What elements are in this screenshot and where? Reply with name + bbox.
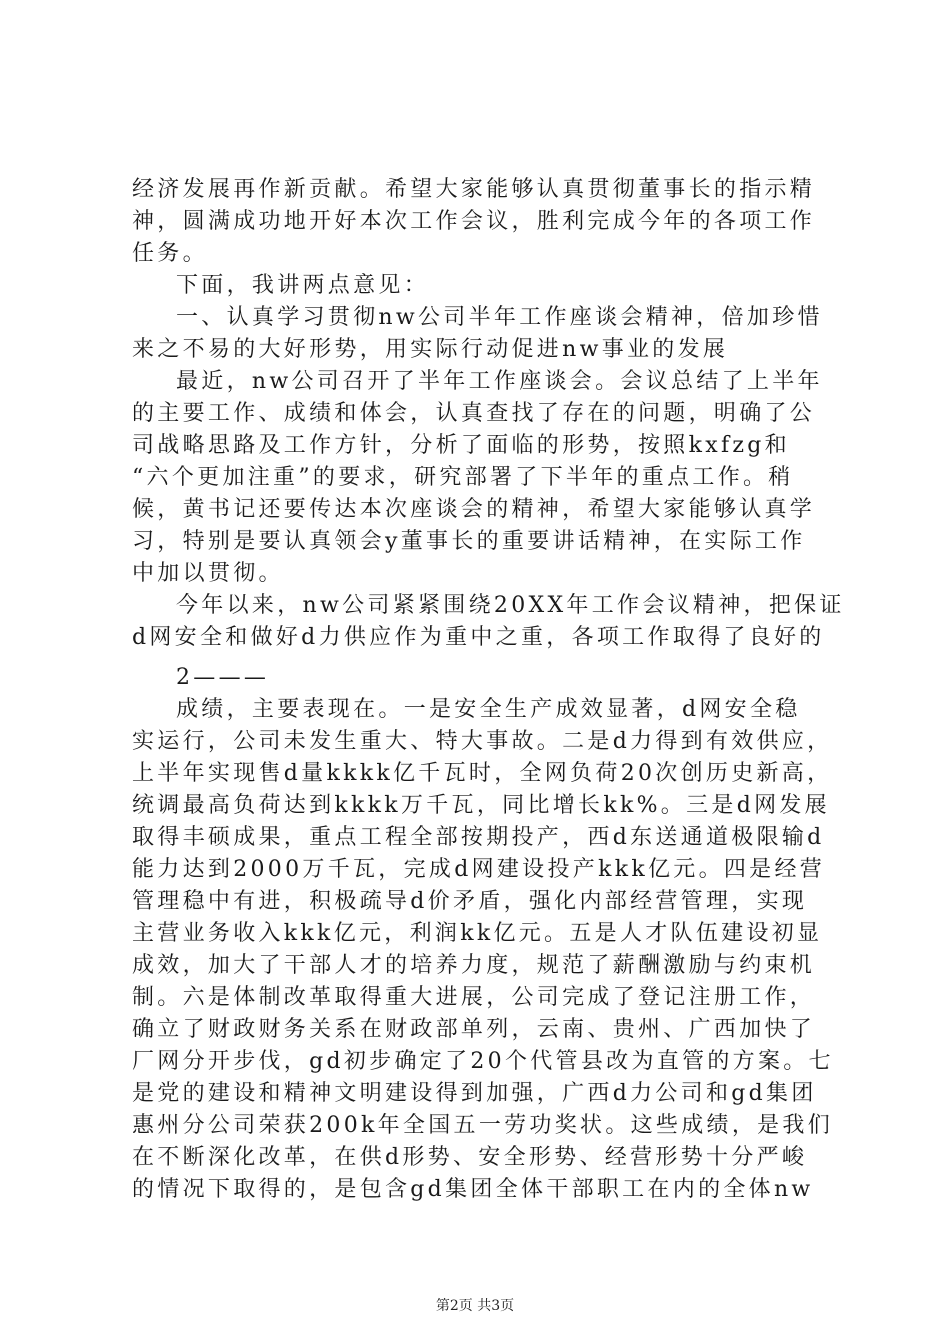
text-line: 最近，nw公司召开了半年工作座谈会。会议总结了上半年 [176, 369, 823, 394]
text-line: 厂网分开步伐，gd初步确定了20个代管县改为直管的方案。七 [132, 1049, 834, 1074]
text-line: 上半年实现售d量kkkk亿千瓦时，全网负荷20次创历史新高， [132, 761, 833, 786]
text-line: 惠州分公司荣获200k年全国五一劳功奖状。这些成绩，是我们 [132, 1113, 834, 1138]
text-line: 取得丰硕成果，重点工程全部按期投产，西d东送通道极限输d [132, 825, 825, 850]
text-line: 管理稳中有进，积极疏导d价矛盾，强化内部经营管理，实现 [132, 889, 808, 914]
text-line: 确立了财政财务关系在财政部单列，云南、贵州、广西加快了 [132, 1017, 816, 1042]
text-line: 是党的建设和精神文明建设得到加强，广西d力公司和gd集团 [132, 1081, 817, 1106]
text-line: d网安全和做好d力供应作为重中之重，各项工作取得了良好的 [132, 625, 825, 650]
text-line: 统调最高负荷达到kkkk万千瓦，同比增长kk%。三是d网发展 [132, 793, 830, 818]
text-line: 候，黄书记还要传达本次座谈会的精神，希望大家能够认真学 [132, 497, 816, 522]
text-line: 实运行，公司未发生重大、特大事故。二是d力得到有效供应， [132, 729, 833, 754]
text-line: 神，圆满成功地开好本次工作会议，胜利完成今年的各项工作 [132, 209, 816, 234]
text-line: 在不断深化改革，在供d形势、安全形势、经营形势十分严峻 [132, 1145, 808, 1170]
page-footer: 第2页 共3页 [435, 1298, 515, 1314]
text-line: 下面，我讲两点意见： [176, 273, 430, 298]
text-line: 的主要工作、成绩和体会，认真查找了存在的问题，明确了公 [132, 401, 816, 426]
page-separator: 2——— [176, 665, 270, 690]
text-line: 任务。 [132, 241, 208, 266]
section-heading: 来之不易的大好形势，用实际行动促进nw事业的发展 [132, 337, 729, 362]
text-line: 制。六是体制改革取得重大进展，公司完成了登记注册工作， [132, 985, 816, 1010]
text-line: “六个更加注重”的要求，研究部署了下半年的重点工作。稍 [132, 465, 794, 490]
text-line: 中加以贯彻。 [132, 561, 284, 586]
text-line: 成效，加大了干部人才的培养力度，规范了薪酬激励与约束机 [132, 953, 816, 978]
text-line: 成绩，主要表现在。一是安全生产成效显著，d网安全稳 [176, 697, 801, 722]
text-line: 主营业务收入kkk亿元，利润kk亿元。五是人才队伍建设初显 [132, 921, 823, 946]
text-line: 能力达到2000万千瓦，完成d网建设投产kkk亿元。四是经营 [132, 857, 826, 882]
text-line: 习，特别是要认真领会y董事长的重要讲话精神，在实际工作 [132, 529, 806, 554]
text-line: 今年以来，nw公司紧紧围绕20XX年工作会议精神，把保证 [176, 593, 845, 618]
text-line: 的情况下取得的，是包含gd集团全体干部职工在内的全体nw [132, 1177, 814, 1202]
section-heading: 一、认真学习贯彻nw公司半年工作座谈会精神，倍加珍惜 [176, 305, 823, 330]
text-line: 司战略思路及工作方针，分析了面临的形势，按照kxfzg和 [132, 433, 790, 458]
text-line: 经济发展再作新贡献。希望大家能够认真贯彻董事长的指示精 [132, 177, 816, 202]
